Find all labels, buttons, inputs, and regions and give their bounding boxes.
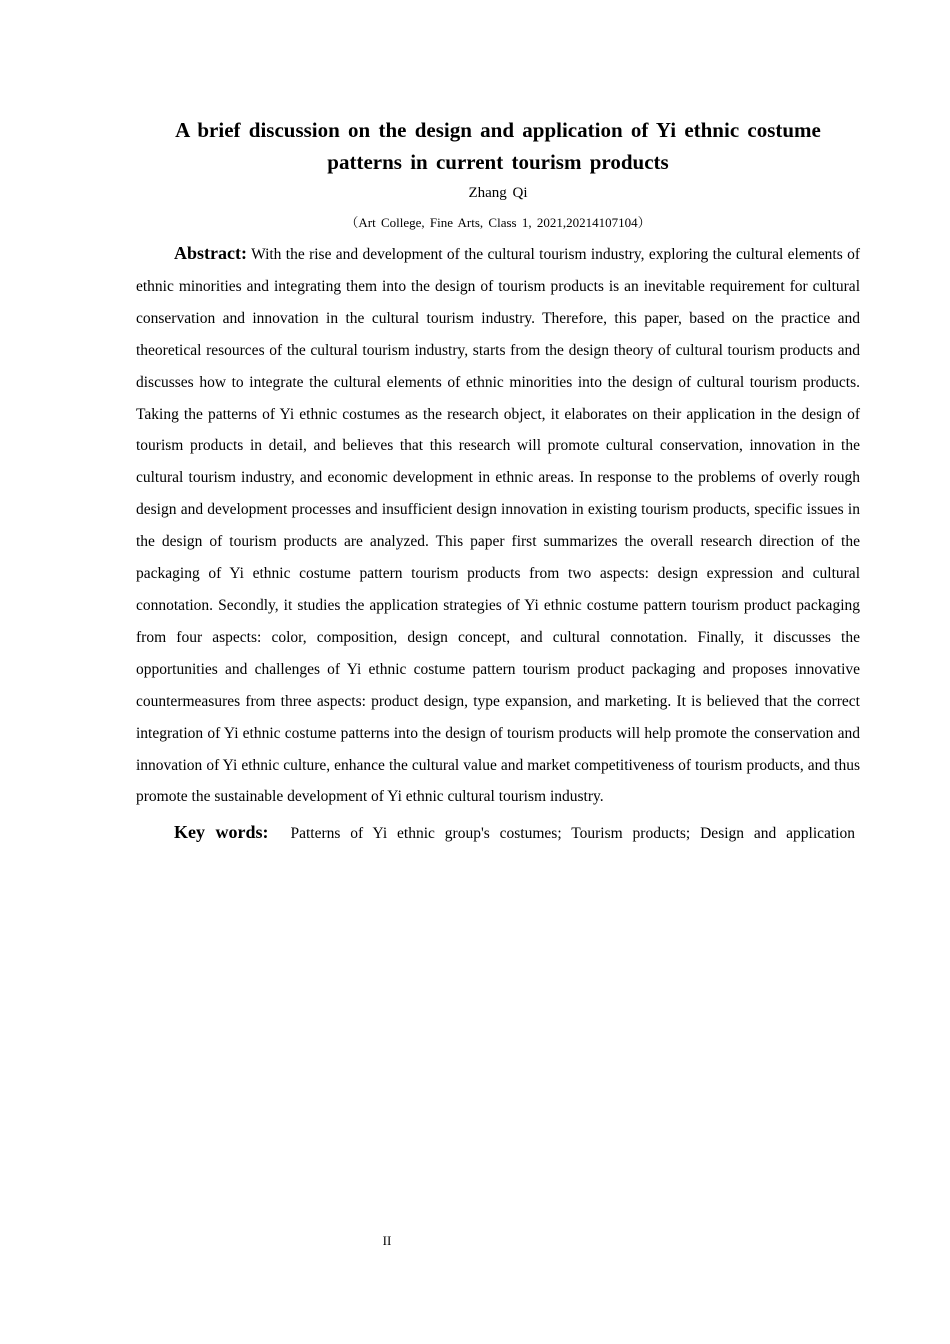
paper-title-line-2: patterns in current tourism products [327,150,669,174]
abstract-paragraph [136,238,860,813]
author-affiliation: （Art College, Fine Arts, Class 1, 2021,20214107104） [345,215,651,230]
keywords-label: Key words: [174,822,269,843]
paper-title [136,114,860,178]
abstract-text: With the rise and development of the cultural tourism industry, exploring the cultural elements of ethnic minorities and integrating them into the design of tourism products is an inevitable requirement for cultural conservation and innovation in the cultural tourism industry. Therefore, this paper, based on the practice and theoretical resources of the cultural tourism industry, starts from the design theory of cultural tourism products and discusses how to integrate the cultural elements of ethnic minorities into the design of cultural tourism products. Taking the patterns of Yi ethnic costumes as the research object, it elaborates on their application in the design of tourism products in detail, and believes that this research will promote cultural conservation, innovation in the cultural tourism industry, and economic development in ethnic areas. In response to the problems of overly rough design and development processes and insufficient design innovation in existing tourism products, specific issues in the design of tourism products are analyzed. This paper first summarizes the overall research direction of the packaging of Yi ethnic costume pattern tourism products from two aspects: design expression and cultural connotation. Secondly, it studies the application strategies of Yi ethnic costume pattern tourism product packaging from four aspects: color, composition, design concept, and cultural connotation. Finally, it discusses the opportunities and challenges of Yi ethnic costume pattern tourism product packaging and proposes innovative countermeasures from three aspects: product design, type expansion, and marketing. It is believed that the correct integration of Yi ethnic costume patterns into the design of tourism products will help promote the conservation and innovation of Yi ethnic culture, enhance the cultural value and market competitiveness of tourism products, and thus promote the sustainable development of Yi ethnic cultural tourism industry. [136,246,860,806]
page-number: II [382,1233,392,1248]
paper-content [136,114,860,849]
keywords-paragraph [136,817,860,849]
paper-title-line-1: A brief discussion on the design and application of Yi ethnic costume [175,118,821,142]
abstract-label: Abstract: [174,243,247,263]
author-name: Zhang Qi [468,185,528,201]
keywords-text: Patterns of Yi ethnic group's costumes; Tourism products; Design and application [290,825,856,843]
